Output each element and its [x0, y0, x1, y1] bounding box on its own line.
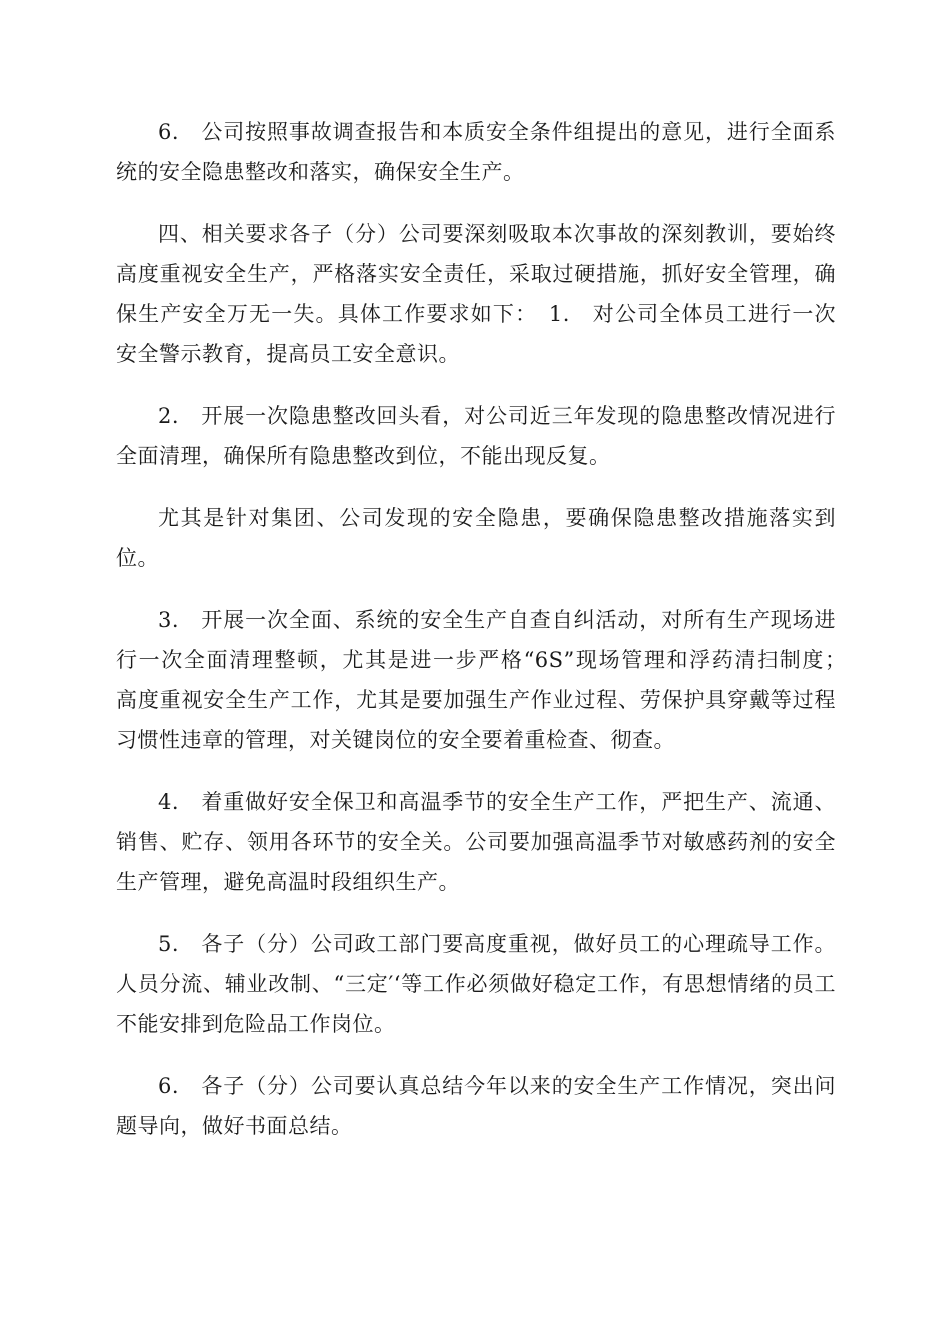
paragraph-item-5-counseling: 5. 各子（分）公司政工部门要高度重视，做好员工的心理疏导工作。人员分流、辅业改制、“三定′‘等工作必须做好稳定工作，有思想情绪的员工不能安排到危险品工作岗位。 — [116, 932, 836, 1036]
paragraph-item-4-security: 4. 着重做好安全保卫和高温季节的安全生产工作，严把生产、流通、销售、贮存、领用各环节的安全关。公司要加强高温季节对敏感药剂的安全生产管理，避免高温时段组织生产。 — [116, 790, 836, 894]
paragraph-item-2-continuation: 尤其是针对集团、公司发现的安全隐患，要确保隐患整改措施落实到位。 — [116, 506, 836, 570]
document-body — [116, 112, 858, 1168]
paragraph-item-6-summary: 6. 各子（分）公司要认真总结今年以来的安全生产工作情况，突出问题导向，做好书面总结。 — [116, 1074, 836, 1138]
paragraph-item-2-review: 2. 开展一次隐患整改回头看，对公司近三年发现的隐患整改情况进行全面清理，确保所有隐患整改到位，不能出现反复。 — [116, 404, 836, 468]
paragraph-item-6-rectification: 6. 公司按照事故调查报告和本质安全条件组提出的意见，进行全面系统的安全隐患整改和落实，确保安全生产。 — [116, 120, 836, 184]
paragraph-item-3-self-inspection: 3. 开展一次全面、系统的安全生产自查自纠活动，对所有生产现场进行一次全面清理整顿，尤其是进一步严格“6S”现场管理和浮药清扫制度； 高度重视安全生产工作，尤其是要加强生产作业过程、劳保护具穿戴等过程习惯性违章的管理，对关键岗位的安全要着重检查、彻查。 — [116, 608, 858, 752]
paragraph-section-4-requirements: 四、相关要求各子（分）公司要深刻吸取本次事故的深刻教训，要始终高度重视安全生产，严格落实安全责任，采取过硬措施，抓好安全管理，确保生产安全万无一失。具体工作要求如下： 1. 对公司全体员工进行一次安全警示教育，提高员工安全意识。 — [116, 222, 836, 366]
